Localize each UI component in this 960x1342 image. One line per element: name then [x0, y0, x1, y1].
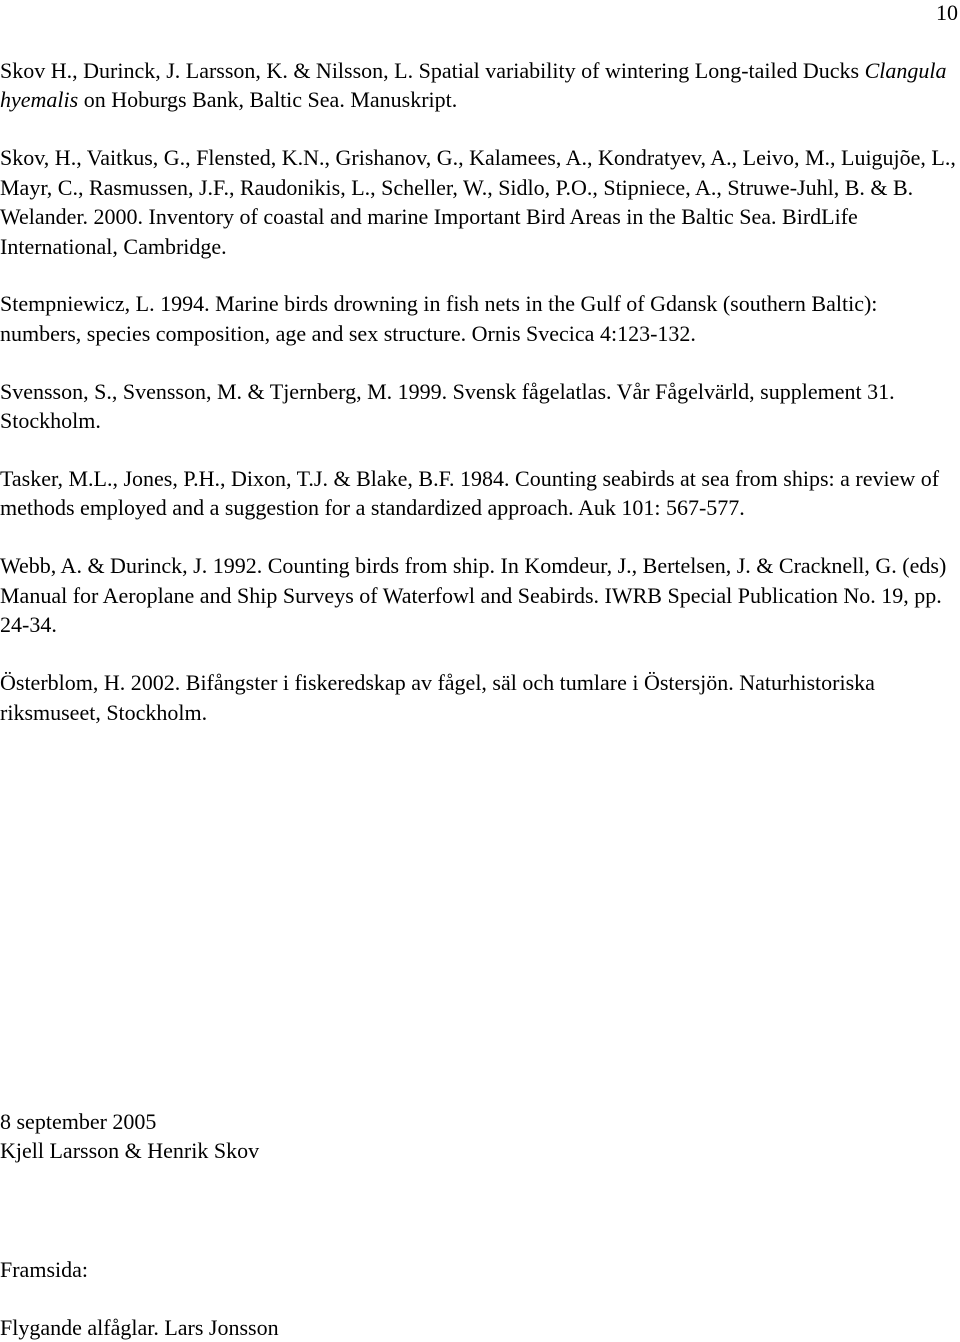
reference-entry — [0, 668, 958, 727]
reference-entry — [0, 289, 958, 348]
cover-caption-block — [0, 1313, 958, 1342]
cover-label-block — [0, 1255, 958, 1284]
page-number: 10 — [936, 0, 958, 25]
reference-text: Stempniewicz, L. 1994. Marine birds drowning in fish nets in the Gulf of Gdansk (southern Baltic): numbers, species composition, age and sex structure. Ornis Svecica 4:123-132. — [0, 291, 878, 346]
reference-text: Tasker, M.L., Jones, P.H., Dixon, T.J. & Blake, B.F. 1984. Counting seabirds at sea from ships: a review of methods employed and a suggestion for a standardized approach. Auk 101: 567-577. — [0, 466, 940, 521]
reference-text: Webb, A. & Durinck, J. 1992. Counting birds from ship. In Komdeur, J., Bertelsen, J. & Cracknell, G. (eds) Manual for Aeroplane and Ship Surveys of Waterfowl and Seabirds. IWRB Special Publication No. 19, pp. 24-34. — [0, 553, 947, 638]
reference-entry — [0, 143, 958, 261]
reference-entry — [0, 377, 958, 436]
reference-list — [0, 56, 958, 755]
reference-entry — [0, 551, 958, 639]
reference-text: on Hoburgs Bank, Baltic Sea. Manuskript. — [78, 87, 458, 113]
species-name: Clangula hyemalis — [0, 58, 947, 113]
signature-block — [0, 1107, 958, 1166]
signature-date: 8 september 2005 — [0, 1109, 157, 1134]
reference-entry — [0, 56, 958, 115]
reference-text: Svensson, S., Svensson, M. & Tjernberg, M. 1999. Svensk fågelatlas. Vår Fågelvärld, supplement 31. Stockholm. — [0, 378, 895, 434]
cover-label: Framsida: — [0, 1257, 88, 1282]
reference-text: Skov, H., Vaitkus, G., Flensted, K.N., Grishanov, G., Kalamees, A., Kondratyev, A., Leivo, M., Luigujõe, L., Mayr, C., Rasmussen, J.F., Raudonikis, L., Scheller, W., Sidlo, P.O., Stipniece, A., Struwe-Juhl, B. & B. Welander. 2000. Inventory of coastal and marine Important Bird Areas in the Baltic Sea. BirdLife International, Cambridge. — [0, 145, 956, 259]
reference-text: Österblom, H. 2002. Bifångster i fiskeredskap av fågel, säl och tumlare i Östersjön. Naturhistoriska riksmuseet, Stockholm. — [0, 670, 875, 725]
reference-entry — [0, 464, 958, 523]
reference-text: Skov H., Durinck, J. Larsson, K. & Nilsson, L. Spatial variability of wintering Long-tailed Ducks — [0, 58, 865, 83]
cover-caption: Flygande alfåglar. Lars Jonsson — [0, 1315, 279, 1340]
signature-authors: Kjell Larsson & Henrik Skov — [0, 1138, 260, 1164]
